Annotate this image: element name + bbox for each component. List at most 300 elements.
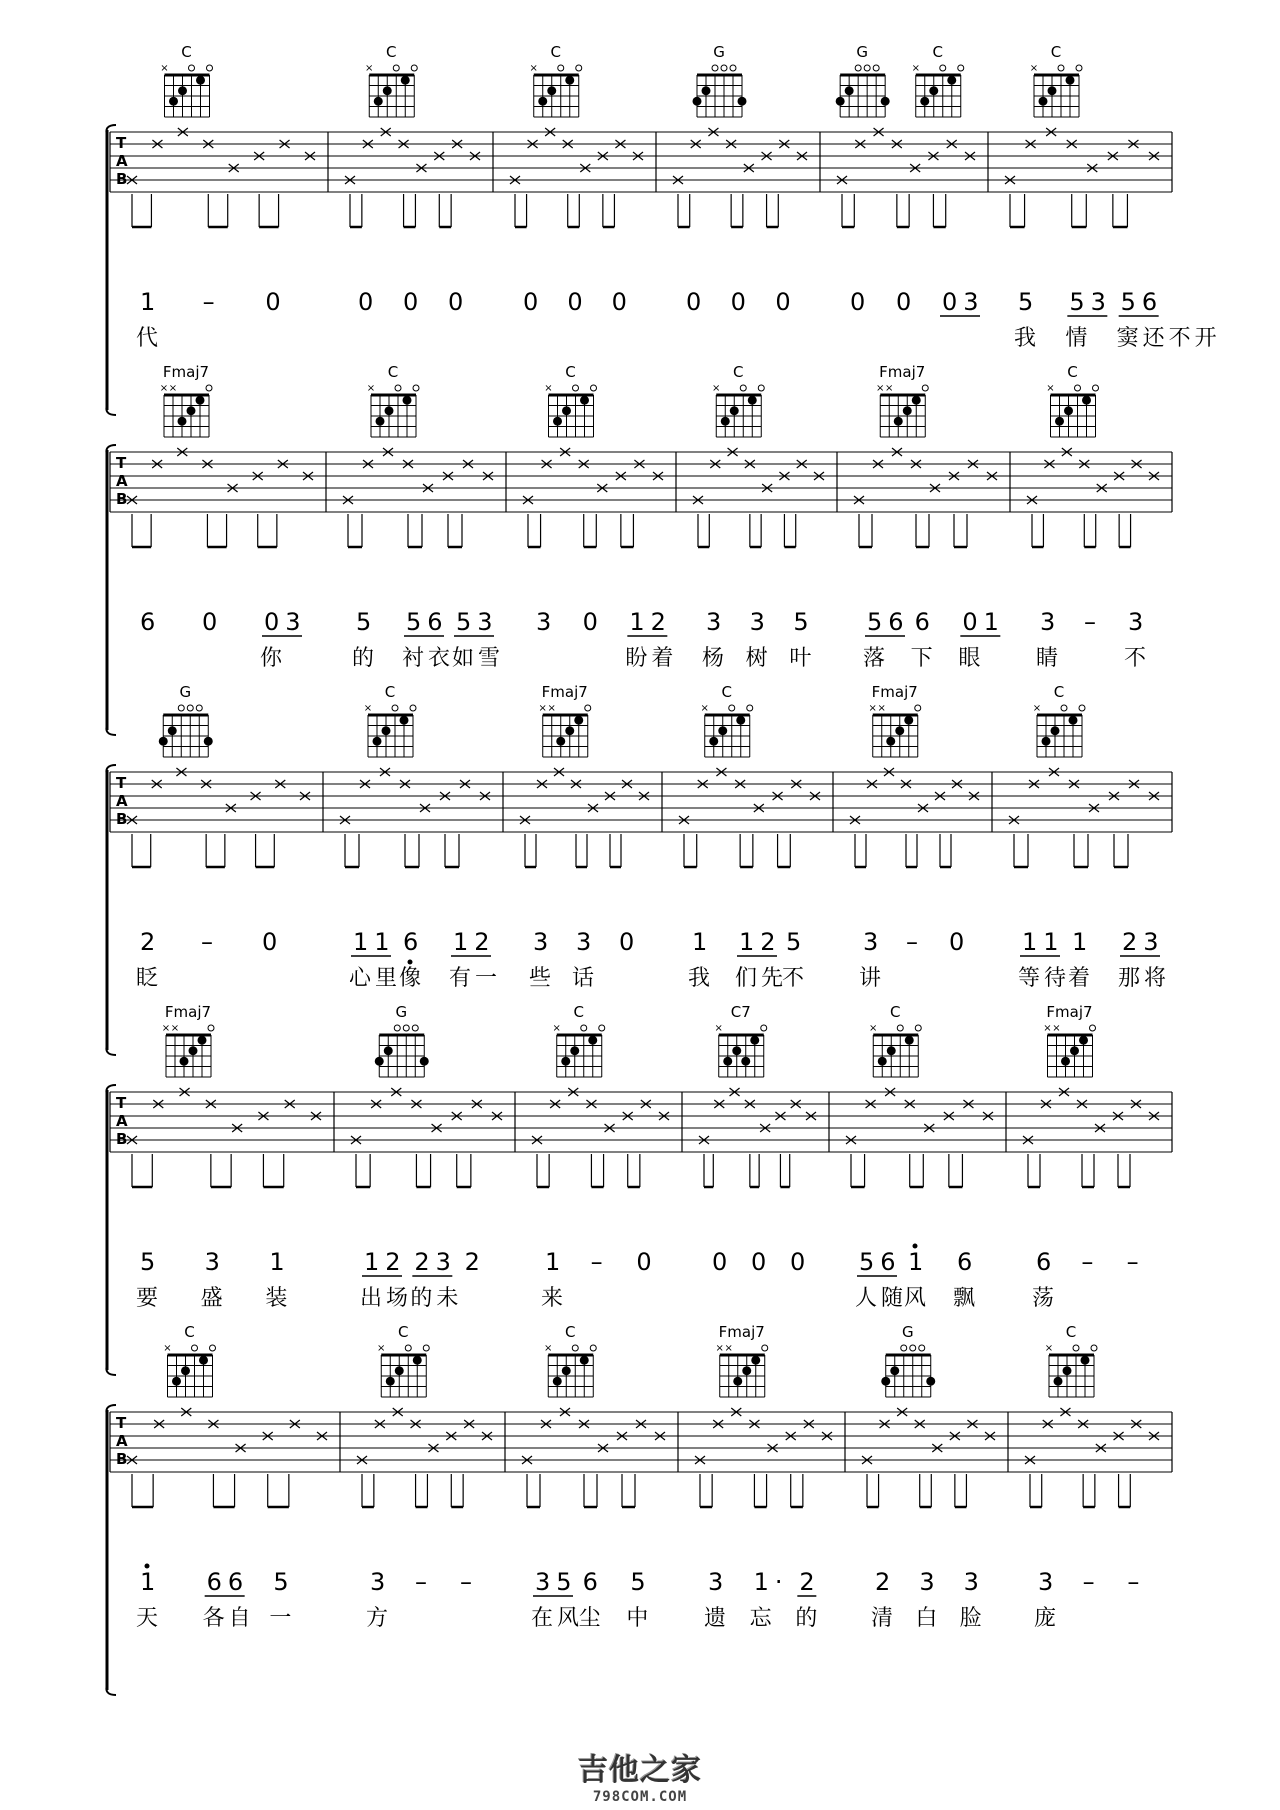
jianpu-note: 3: [1038, 1568, 1060, 1596]
chord-dot: [189, 1046, 198, 1055]
lyric: 出场: [360, 1286, 413, 1311]
chord-dot: [904, 716, 913, 725]
jianpu-note: 5: [273, 1568, 295, 1596]
chord-open-mark: [590, 1345, 596, 1351]
chord-mute-mark: ×: [712, 383, 721, 394]
tab-clef-letter: T: [116, 134, 127, 152]
lyric: 一: [269, 1606, 296, 1631]
lyric: 话: [572, 966, 599, 991]
lyric: 树: [745, 646, 772, 671]
lyric: 清: [871, 1606, 898, 1631]
chord-dot: [1051, 726, 1060, 735]
chord-diagram: [715, 1003, 767, 1077]
jianpu-note: 5: [630, 1568, 652, 1596]
chord-open-mark: [394, 1025, 400, 1031]
chord-dot: [178, 86, 187, 95]
chord-open-mark: [712, 65, 718, 71]
jianpu-note: –: [1081, 1248, 1100, 1276]
tab-clef-letter: T: [116, 1094, 127, 1112]
tab-clef-letter: B: [116, 810, 128, 828]
lyric: 庞: [1034, 1606, 1061, 1631]
chord-name: C: [1050, 43, 1062, 61]
chord-dot: [570, 1046, 579, 1055]
chord-mute-mark: ×: [700, 703, 709, 714]
jianpu-note: 12: [629, 608, 672, 636]
jianpu-note: 35: [535, 1568, 578, 1596]
jianpu-note: 3: [749, 608, 771, 636]
chord-dot: [733, 1377, 742, 1386]
chord-open-mark: [210, 1345, 216, 1351]
lyric: 些: [529, 966, 556, 991]
measure: [693, 363, 824, 671]
lyric: 尘: [578, 1606, 605, 1631]
jianpu-note: 0: [262, 928, 284, 956]
chord-open-mark: [897, 1025, 903, 1031]
tab-clef-letter: T: [116, 1414, 127, 1432]
jianpu-note: 1: [545, 1248, 567, 1276]
chord-mute-mark: ×: [159, 383, 169, 394]
lyric: 不: [782, 966, 809, 991]
jianpu-note: 0: [751, 1248, 773, 1276]
lyric: 遗: [704, 1606, 731, 1631]
chord-diagram: [1046, 363, 1098, 437]
lyric: 像: [399, 966, 426, 991]
chord-dot: [1054, 1377, 1063, 1386]
chord-dot: [180, 1057, 189, 1066]
measure: [523, 363, 677, 671]
chord-diagram: [1033, 683, 1085, 757]
chord-dot: [588, 1036, 597, 1045]
chord-dot: [181, 1366, 190, 1375]
jianpu-note: 3: [706, 608, 728, 636]
lyric: 的: [352, 646, 379, 671]
lyric: 有一: [449, 966, 502, 991]
chord-open-mark: [585, 705, 591, 711]
chord-dot: [742, 1366, 751, 1375]
chord-open-mark: [413, 385, 419, 391]
lyric: 眼: [958, 646, 985, 671]
lyric: 要: [136, 1286, 163, 1311]
lyric: 落: [863, 646, 890, 671]
chord-dot: [574, 716, 583, 725]
chord-dot: [413, 1356, 422, 1365]
chord-dot: [395, 1366, 404, 1375]
chord-open-mark: [187, 705, 193, 711]
chord-open-mark: [915, 705, 921, 711]
chord-name: C: [565, 363, 576, 381]
jianpu-note: –: [1082, 1568, 1101, 1596]
lyric: 那将: [1118, 966, 1171, 991]
chord-dot: [178, 417, 187, 426]
chord-open-mark: [910, 1345, 916, 1351]
chord-open-mark: [573, 385, 579, 391]
jianpu-note: 0: [582, 608, 604, 636]
lyric: 天: [136, 1606, 163, 1631]
lyric: 的未: [410, 1286, 463, 1311]
jianpu-note: 2: [799, 1568, 821, 1596]
measure: [340, 683, 501, 991]
chord-mute-mark: ×: [876, 383, 885, 394]
chord-diagram: [876, 363, 928, 437]
jianpu-note: 0: [850, 288, 872, 316]
chord-name: C7: [730, 1003, 751, 1021]
chord-name: C: [890, 1003, 901, 1021]
lyric: 来: [541, 1286, 568, 1311]
jianpu-note: 53: [1069, 288, 1112, 316]
lyric: 的: [795, 1606, 822, 1631]
chord-open-mark: [572, 1345, 578, 1351]
chord-open-mark: [864, 65, 870, 71]
lyric: 下: [910, 646, 937, 671]
chord-diagram: [553, 1003, 605, 1077]
chord-dot: [1061, 1057, 1070, 1066]
chord-dot: [547, 86, 556, 95]
chord-open-mark: [395, 385, 401, 391]
jianpu-octave-dot: [408, 960, 413, 965]
lyric: 飘: [953, 1286, 980, 1311]
measure: [854, 363, 1005, 671]
chord-name: C: [184, 1323, 195, 1341]
tab-clef-letter: B: [116, 1450, 128, 1468]
lyric: 白: [915, 1606, 942, 1631]
chord-dot: [385, 406, 394, 415]
chord-mute-mark: ×: [161, 1023, 171, 1034]
chord-open-mark: [1061, 705, 1067, 711]
chord-dot: [836, 97, 845, 106]
chord-dot: [929, 86, 938, 95]
lyric: 脸: [959, 1606, 986, 1631]
chord-open-mark: [922, 385, 928, 391]
chord-dot: [730, 406, 739, 415]
lyric: 风: [904, 1286, 931, 1311]
chord-mute-mark: ×: [529, 63, 538, 74]
chord-dot: [723, 1057, 732, 1066]
jianpu-note: –: [415, 1568, 433, 1596]
jianpu-note: 12: [453, 928, 496, 956]
lyric: 忘: [749, 1606, 776, 1631]
chord-dot: [383, 86, 392, 95]
measure: [343, 363, 504, 671]
jianpu-octave-dot: [913, 1244, 918, 1249]
chord-name: C: [721, 683, 732, 701]
chord-diagram: [163, 1323, 215, 1397]
chord-name: Fmaj7: [164, 1003, 212, 1021]
chord-dot: [1055, 417, 1064, 426]
chord-name: C: [1065, 1323, 1077, 1341]
system-2: [106, 363, 1172, 735]
chord-mute-mark: ×: [724, 1343, 733, 1354]
chord-dot: [562, 406, 571, 415]
chord-diagram: [712, 363, 764, 437]
chord-mute-mark: ×: [715, 1343, 724, 1354]
measure: [127, 1323, 327, 1631]
chord-mute-mark: ×: [365, 63, 374, 74]
chord-dot: [553, 1377, 562, 1386]
jianpu-note: 3: [963, 1568, 985, 1596]
jianpu-note: 3: [708, 1568, 730, 1596]
jianpu-note: 3: [1040, 608, 1062, 636]
chord-dot: [538, 97, 547, 106]
measure: [850, 683, 979, 991]
chord-dot: [169, 97, 178, 106]
jianpu-note: 0: [949, 928, 971, 956]
jianpu-note: 0: [686, 288, 708, 316]
lyric: 睛: [1036, 646, 1063, 671]
jianpu-note: 1: [1072, 928, 1094, 956]
jianpu-note: –: [906, 928, 924, 956]
chord-open-mark: [761, 1025, 767, 1031]
chord-mute-mark: ×: [163, 1343, 172, 1354]
chord-dot: [199, 1356, 208, 1365]
chord-open-mark: [1093, 385, 1099, 391]
chord-name: C: [932, 43, 944, 61]
chord-mute-mark: ×: [552, 1023, 561, 1034]
jianpu-note: 6: [1036, 1248, 1058, 1276]
jianpu-note: 0: [202, 608, 224, 636]
chord-diagram: [544, 1323, 596, 1397]
chord-dot: [947, 76, 956, 85]
chord-mute-mark: ×: [714, 1023, 723, 1034]
chord-dot: [738, 97, 747, 106]
chord-name: C: [550, 43, 561, 61]
jianpu-note: 5: [786, 928, 808, 956]
jianpu-note: 6: [403, 928, 425, 956]
chord-dot: [1069, 716, 1078, 725]
jianpu-note: 2: [140, 928, 162, 956]
jianpu-note: 01: [962, 608, 1005, 636]
chord-open-mark: [729, 705, 735, 711]
chord-open-mark: [405, 1345, 411, 1351]
chord-open-mark: [940, 65, 946, 71]
chord-name: G: [179, 683, 192, 701]
jianpu-note: 0: [265, 288, 287, 316]
chord-dot: [403, 396, 412, 405]
chord-dot: [556, 737, 565, 746]
jianpu-note: –: [590, 1248, 609, 1276]
chord-diagram: [1045, 1323, 1097, 1397]
chord-diagram: [912, 43, 964, 117]
lyric: 们先: [735, 966, 788, 991]
tab-clef-letter: A: [116, 1112, 128, 1130]
chord-mute-mark: ×: [538, 703, 547, 714]
jianpu-note: 3: [1128, 608, 1150, 636]
jianpu-note: 56: [406, 608, 449, 636]
chord-open-mark: [403, 1025, 409, 1031]
chord-open-mark: [392, 705, 398, 711]
jianpu-note: 0: [611, 288, 633, 316]
chord-diagram: [544, 363, 596, 437]
measure: [1023, 1003, 1159, 1311]
chord-dot: [382, 726, 391, 735]
chord-open-mark: [576, 65, 582, 71]
chord-mute-mark: ×: [544, 1343, 553, 1354]
chord-dot: [1070, 1046, 1079, 1055]
chord-dot: [905, 1036, 914, 1045]
jianpu-note: 1: [140, 1568, 162, 1596]
jianpu-note: 3: [576, 928, 598, 956]
chord-dot: [562, 1366, 571, 1375]
measure: [520, 683, 649, 991]
measure: [846, 1003, 993, 1311]
lyric: 盼着: [625, 646, 678, 671]
chord-name: Fmaj7: [871, 683, 918, 701]
measure: [1025, 1323, 1159, 1631]
jianpu-note: 1·: [753, 1568, 789, 1596]
jianpu-note: 0: [403, 288, 425, 316]
chord-open-mark: [721, 65, 727, 71]
chord-dot: [580, 1356, 589, 1365]
chord-mute-mark: ×: [363, 703, 373, 714]
lyric: 等待: [1018, 966, 1071, 991]
lyric: 心里: [349, 966, 402, 991]
jianpu-note: 3: [370, 1568, 392, 1596]
chord-dot: [748, 396, 757, 405]
watermark-logo: 吉他之家: [578, 1753, 702, 1788]
chord-dot: [881, 97, 890, 106]
chord-name: G: [901, 1323, 914, 1341]
chord-mute-mark: ×: [547, 703, 556, 714]
lyric: 我: [1014, 326, 1041, 351]
chord-name: Fmaj7: [718, 1323, 765, 1341]
tab-clef-letter: A: [116, 472, 128, 490]
chord-diagram: [1043, 1003, 1095, 1077]
lyric: 叶: [789, 646, 816, 671]
chord-dot: [903, 406, 912, 415]
chord-open-mark: [208, 1025, 214, 1031]
jianpu-note: 6: [582, 1568, 604, 1596]
chord-open-mark: [393, 65, 399, 71]
measure: [1005, 43, 1221, 351]
chord-dot: [1064, 406, 1073, 415]
chord-open-mark: [412, 1025, 418, 1031]
chord-mute-mark: ×: [911, 63, 920, 74]
jianpu-note: 2: [875, 1568, 897, 1596]
chord-dot: [376, 417, 385, 426]
lyric: 眨: [136, 966, 163, 991]
measure: [679, 683, 820, 991]
chord-open-mark: [411, 65, 417, 71]
chord-mute-mark: ×: [1032, 703, 1042, 714]
chord-dot: [561, 1057, 570, 1066]
chord-open-mark: [919, 1345, 925, 1351]
jianpu-note: 23: [414, 1248, 457, 1276]
lyric: 在风: [531, 1606, 584, 1631]
chord-diagram: [160, 43, 212, 117]
chord-open-mark: [958, 65, 964, 71]
lyric: 杨: [702, 646, 729, 671]
jianpu-note: 0: [775, 288, 797, 316]
tab-clef-letter: T: [116, 454, 127, 472]
chord-mute-mark: ×: [868, 703, 877, 714]
lyric: 代: [136, 326, 163, 351]
chord-dot: [736, 716, 745, 725]
jianpu-note: 5: [356, 608, 378, 636]
watermark-url: 798COM.COM: [592, 1789, 688, 1805]
chord-diagram: [836, 43, 890, 117]
chord-open-mark: [178, 705, 184, 711]
chord-dot: [373, 737, 382, 746]
measure: [127, 683, 310, 991]
chord-diagram: [375, 1003, 429, 1077]
jianpu-note: –: [460, 1568, 478, 1596]
jianpu-note: 6: [140, 608, 162, 636]
chord-dot: [702, 86, 711, 95]
jianpu-note: 6: [957, 1248, 979, 1276]
measure: [127, 1003, 321, 1311]
chord-dot: [912, 396, 921, 405]
chord-dot: [895, 726, 904, 735]
chord-dot: [204, 737, 213, 746]
measure: [532, 1003, 669, 1311]
chord-dot: [384, 1046, 393, 1055]
chord-dot: [750, 1036, 759, 1045]
tab-clef-letter: B: [116, 170, 128, 188]
chord-dot: [709, 737, 718, 746]
jianpu-note: 56: [1120, 288, 1164, 316]
chord-dot: [172, 1377, 181, 1386]
chord-dot: [920, 97, 929, 106]
system-3: [106, 683, 1172, 1055]
watermark: [560, 1745, 720, 1805]
chord-diagram: [539, 683, 591, 757]
chord-dot: [1079, 1036, 1088, 1045]
measure: [351, 1003, 502, 1311]
chord-mute-mark: ×: [1052, 1023, 1061, 1034]
measure: [1027, 363, 1159, 671]
lyric: 窦还不开: [1116, 326, 1221, 351]
chord-name: G: [713, 43, 725, 61]
chord-mute-mark: ×: [160, 63, 169, 74]
chord-name: Fmaj7: [1046, 1003, 1093, 1021]
jianpu-note: 3: [919, 1568, 941, 1596]
chord-mute-mark: ×: [877, 703, 886, 714]
chord-mute-mark: ×: [377, 1343, 386, 1354]
chord-open-mark: [1058, 65, 1064, 71]
jianpu-note: 66: [206, 1568, 250, 1596]
chord-name: Fmaj7: [879, 363, 926, 381]
lyric: 着: [1068, 966, 1095, 991]
chord-dot: [1082, 396, 1091, 405]
chord-dot: [375, 1057, 384, 1066]
jianpu-note: –: [1126, 1248, 1145, 1276]
chord-dot: [894, 417, 903, 426]
chord-dot: [198, 1036, 207, 1045]
chord-name: G: [395, 1003, 408, 1021]
chord-open-mark: [410, 705, 416, 711]
chord-dot: [1042, 737, 1051, 746]
jianpu-note: 0: [636, 1248, 658, 1276]
jianpu-note: 0: [790, 1248, 812, 1276]
chord-mute-mark: ×: [1043, 1023, 1052, 1034]
chord-dot: [693, 97, 702, 106]
jianpu-note: 12: [364, 1248, 407, 1276]
jianpu-note: 2: [464, 1248, 486, 1276]
chord-open-mark: [1090, 1025, 1096, 1031]
chord-name: C: [384, 683, 396, 701]
chord-dot: [890, 1366, 899, 1375]
chord-name: C: [565, 1323, 576, 1341]
chord-diagram: [869, 683, 921, 757]
lyric: 如雪: [452, 646, 505, 671]
jianpu-note: 3: [536, 608, 558, 636]
chord-open-mark: [591, 385, 597, 391]
jianpu-note: 1: [269, 1248, 291, 1276]
lyric: 中: [626, 1606, 653, 1631]
chord-dot: [1063, 1366, 1072, 1375]
chord-open-mark: [189, 65, 195, 71]
chord-open-mark: [762, 1345, 768, 1351]
chord-diagram: [159, 683, 213, 757]
